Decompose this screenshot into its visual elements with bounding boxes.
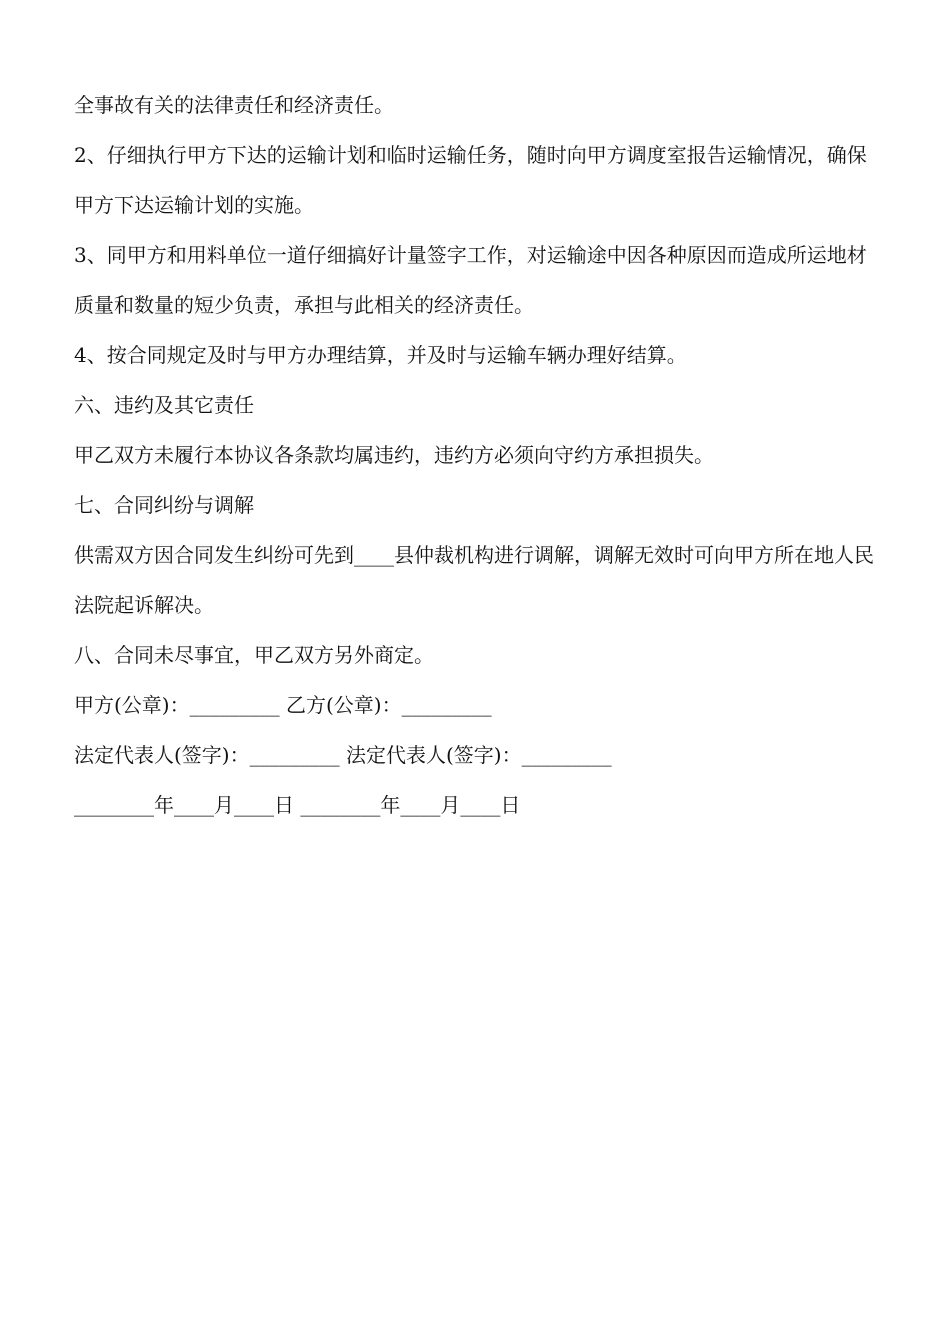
paragraph-liability-end: 全事故有关的法律责任和经济责任。 (74, 93, 394, 117)
paragraph-clause-3: 3、同甲方和用料单位一道仔细搞好计量签字工作，对运输途中因各种原因而造成所运地材质量和数量的短少负责，承担与此相关的经济责任。 (74, 243, 867, 317)
signature-line-seals: 甲方(公章)：_________ 乙方(公章)：_________ (74, 693, 492, 717)
paragraph-clause-4: 4、按合同规定及时与甲方办理结算，并及时与运输车辆办理好结算。 (74, 343, 687, 367)
document-body (74, 80, 880, 830)
section-heading-misc: 八、合同未尽事宜，甲乙双方另外商定。 (74, 643, 434, 667)
paragraph-clause-2: 2、仔细执行甲方下达的运输计划和临时运输任务，随时向甲方调度室报告运输情况，确保甲方下达运输计划的实施。 (74, 143, 867, 217)
paragraph-breach: 甲乙双方未履行本协议各条款均属违约，违约方必须向守约方承担损失。 (74, 443, 714, 467)
signature-line-dates: ________年____月____日 ________年____月____日 (74, 793, 521, 817)
section-heading-breach: 六、违约及其它责任 (74, 393, 254, 417)
paragraph-dispute: 供需双方因合同发生纠纷可先到____县仲裁机构进行调解，调解无效时可向甲方所在地人民法院起诉解决。 (74, 543, 874, 617)
section-heading-dispute: 七、合同纠纷与调解 (74, 493, 254, 517)
signature-line-representatives: 法定代表人(签字)：_________ 法定代表人(签字)：_________ (74, 743, 612, 767)
